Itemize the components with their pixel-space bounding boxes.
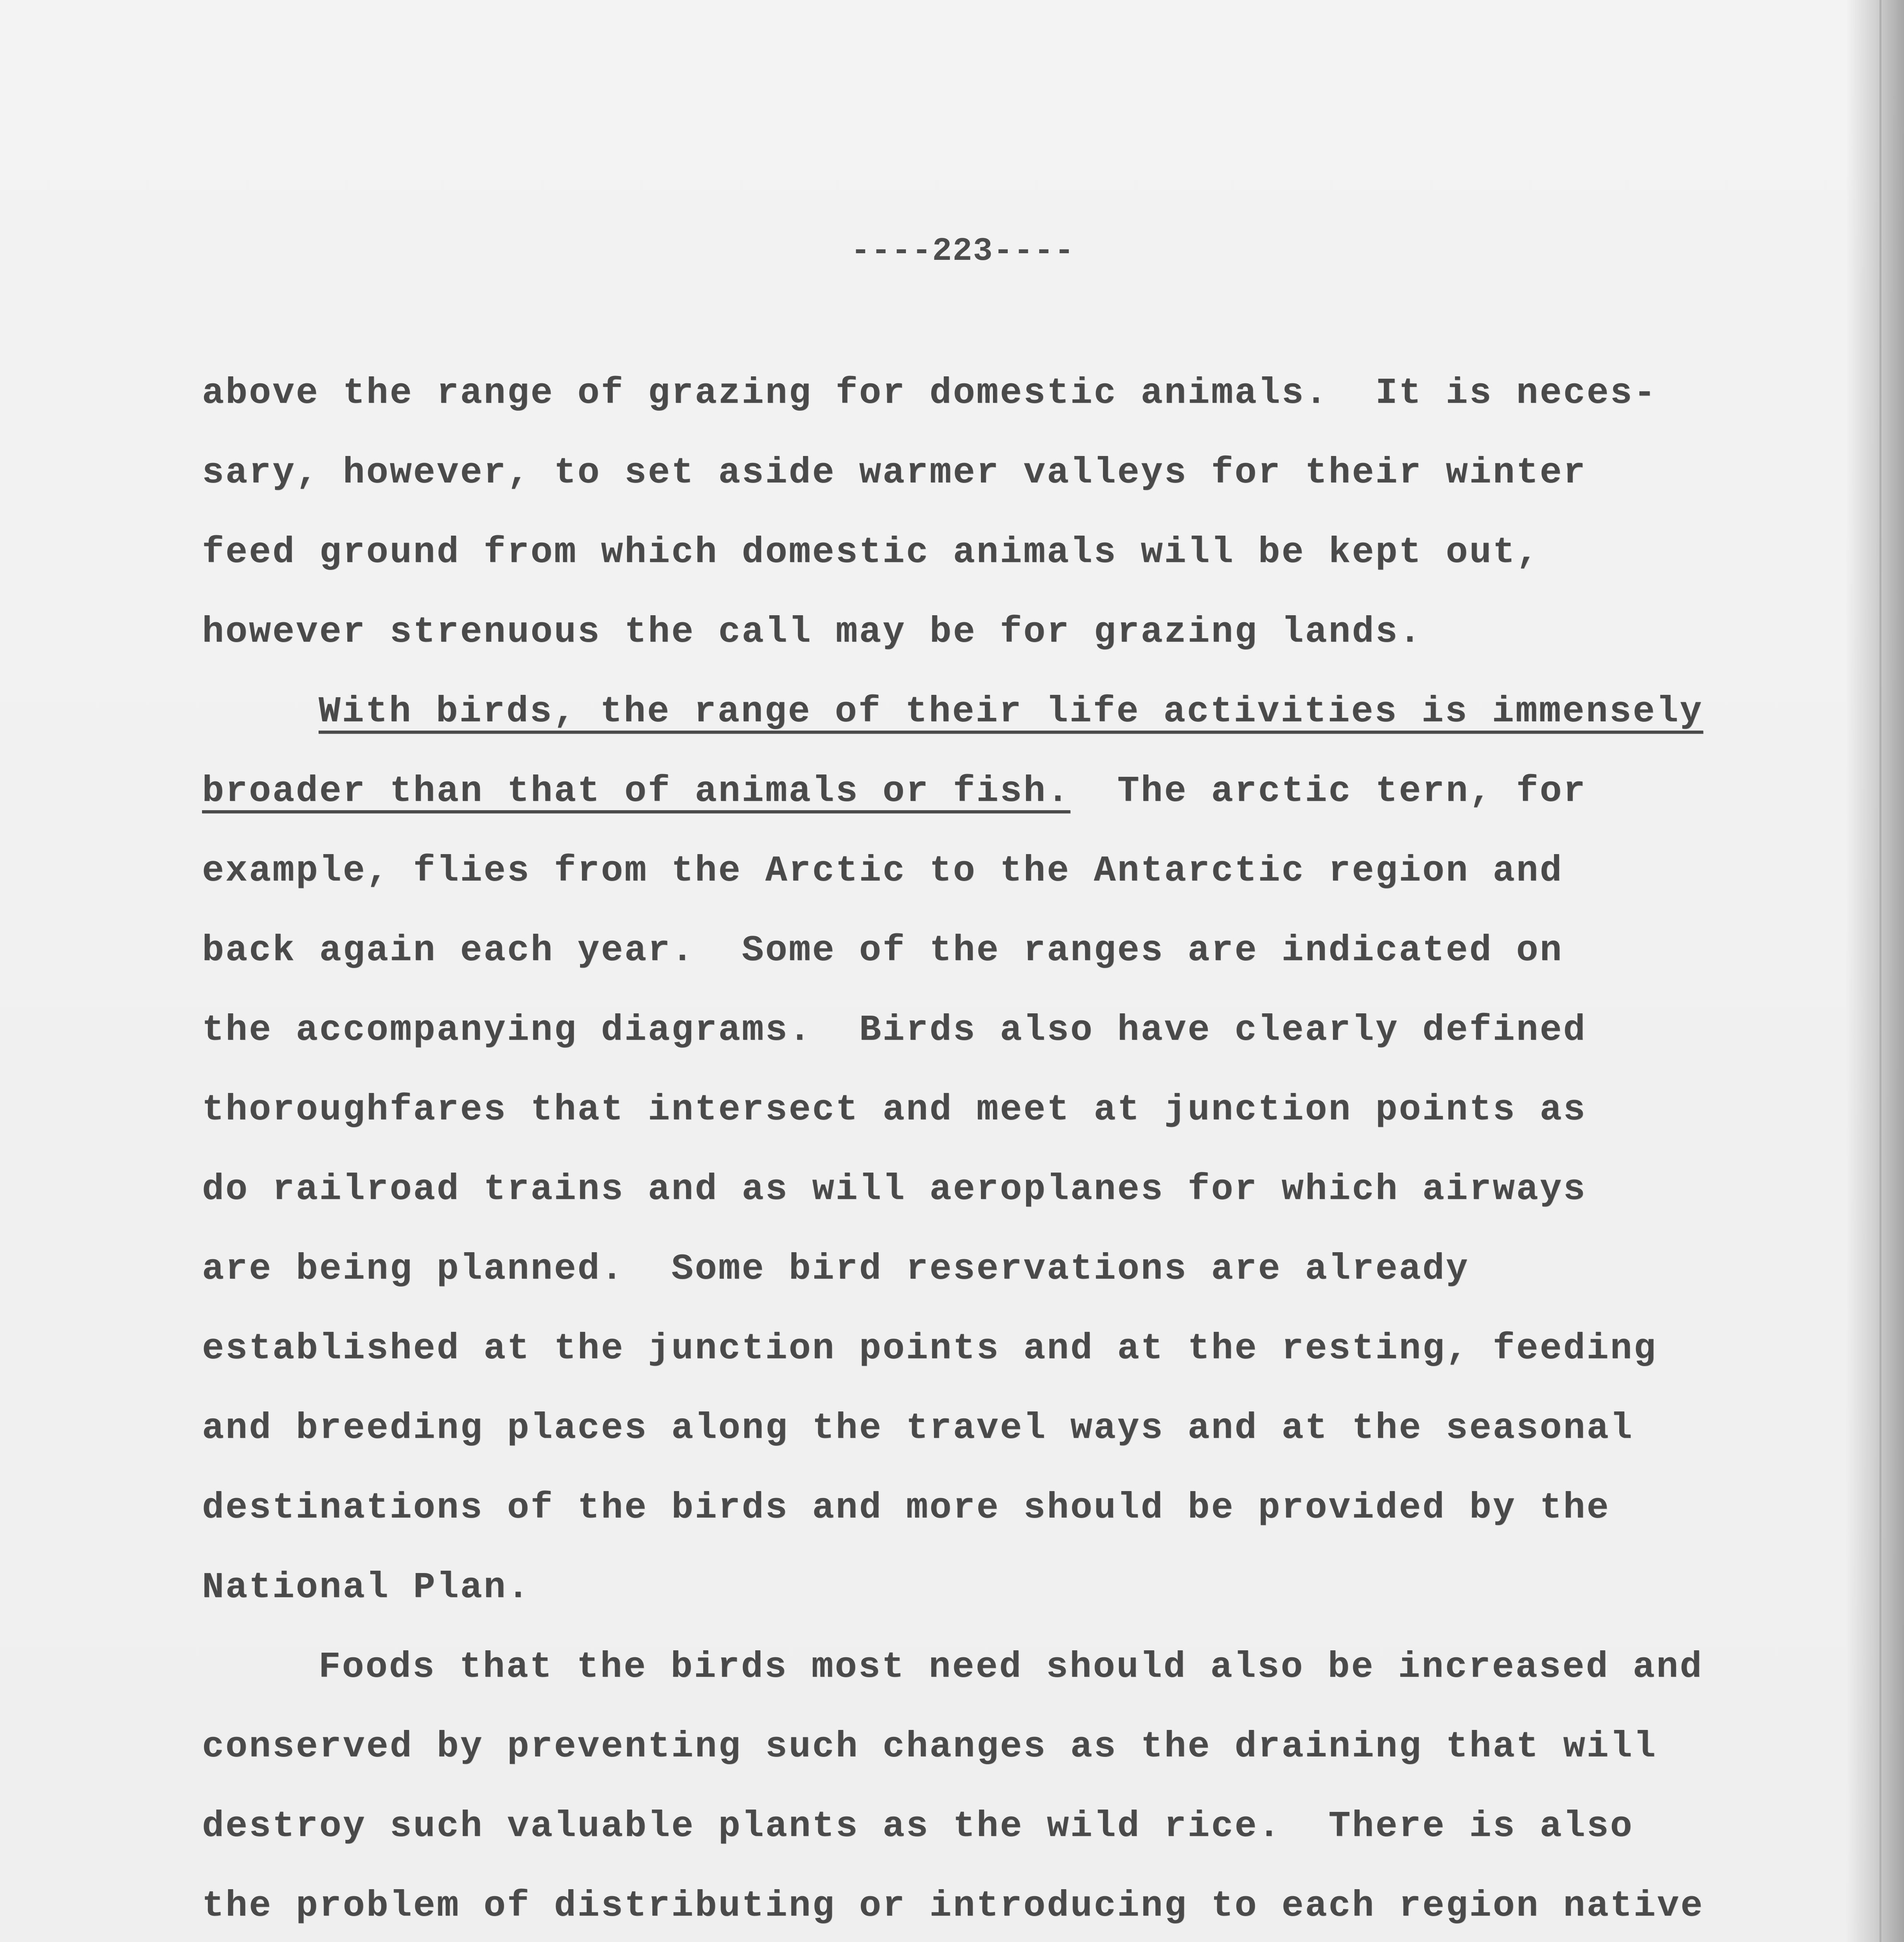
page-fold-line: [1880, 0, 1881, 1942]
text-line: [202, 1169, 1587, 1210]
text-line: [202, 1567, 531, 1608]
text-line: [202, 771, 1587, 812]
text-line: [202, 1488, 1610, 1529]
line-text: destroy such valuable plants as the wild rice. There is also: [202, 1806, 1634, 1847]
line-text: established at the junction points and at the resting, feeding: [202, 1328, 1657, 1369]
line-text: Foods that the birds most need should also be increased and: [319, 1647, 1704, 1688]
line-text-rest: The arctic tern, for: [1070, 771, 1587, 812]
line-text: above the range of grazing for domestic animals. It is neces-: [202, 373, 1657, 414]
line-text: and breeding places along the travel ways and at the seasonal: [202, 1408, 1634, 1449]
text-line: [202, 930, 1563, 971]
line-text: conserved by preventing such changes as the draining that will: [202, 1726, 1657, 1768]
page-edge-shadow: [1846, 0, 1904, 1942]
line-text: back again each year. Some of the ranges are indicated on: [202, 930, 1563, 971]
text-line: [202, 612, 1422, 653]
line-text: example, flies from the Arctic to the Antarctic region and: [202, 851, 1563, 892]
line-text: destinations of the birds and more should be provided by the: [202, 1488, 1610, 1529]
text-line: [202, 373, 1657, 414]
line-text: do railroad trains and as will aeroplanes for which airways: [202, 1169, 1587, 1210]
underlined-text: With birds, the range of their life activities is immensely: [319, 691, 1704, 733]
line-text: the accompanying diagrams. Birds also have clearly defined: [202, 1010, 1587, 1051]
text-line: [202, 1249, 1469, 1290]
text-line: [202, 1806, 1634, 1847]
line-text: thoroughfares that intersect and meet at junction points as: [202, 1089, 1587, 1131]
line-text: however strenuous the call may be for grazing lands.: [202, 612, 1423, 653]
text-line: [202, 1328, 1657, 1369]
line-text: feed ground from which domestic animals will be kept out,: [202, 532, 1540, 573]
text-line: [202, 1408, 1634, 1449]
body-text: [202, 373, 1717, 1942]
text-line: [319, 1647, 1703, 1688]
text-line: [202, 1886, 1704, 1927]
text-line: [202, 1089, 1587, 1131]
line-text: are being planned. Some bird reservations are already: [202, 1249, 1470, 1290]
underlined-text: broader than that of animals or fish.: [202, 771, 1071, 812]
text-line: [202, 851, 1563, 892]
text-line: [202, 452, 1587, 494]
line-text: the problem of distributing or introducing to each region native: [202, 1886, 1704, 1927]
page-number: ----223----: [851, 233, 1075, 270]
text-line: [202, 1010, 1587, 1051]
text-line: [202, 532, 1540, 573]
text-line: [319, 691, 1703, 733]
line-text: sary, however, to set aside warmer valleys for their winter: [202, 452, 1587, 494]
line-text: National Plan.: [202, 1567, 531, 1608]
text-line: [202, 1726, 1657, 1768]
